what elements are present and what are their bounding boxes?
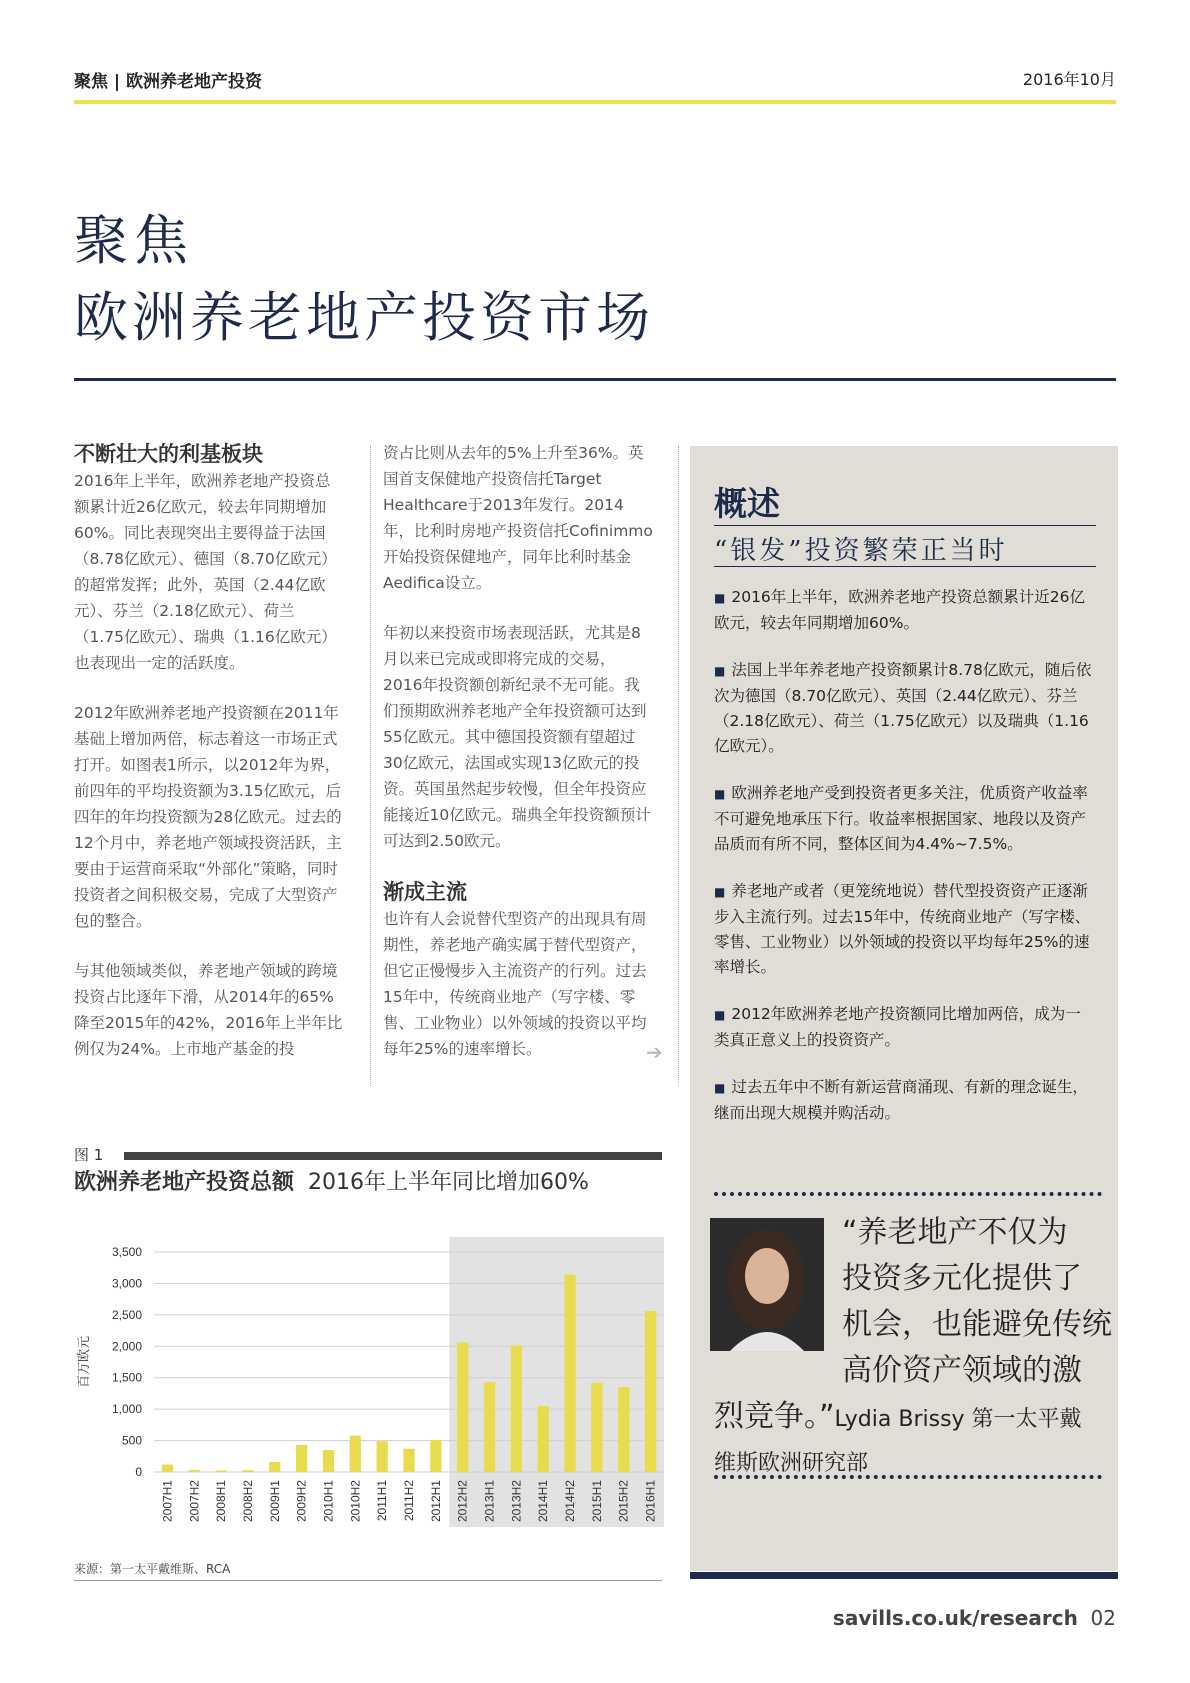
bar-2010H2 xyxy=(350,1436,361,1472)
bar-2012H1 xyxy=(430,1440,441,1472)
y-tick-label: 1,500 xyxy=(111,1370,142,1385)
sidebar-subtitle: “银发”投资繁荣正当时 xyxy=(714,536,1008,566)
column-divider xyxy=(370,446,371,1086)
body-column-2 xyxy=(383,440,653,1086)
chart-highlight-region xyxy=(449,1237,664,1527)
bar-2008H1 xyxy=(215,1470,226,1472)
x-tick-label: 2010H1 xyxy=(321,1480,336,1523)
x-tick-label: 2010H2 xyxy=(348,1480,363,1523)
x-tick-label: 2011H2 xyxy=(402,1480,416,1522)
x-tick-label: 2015H2 xyxy=(616,1480,631,1523)
paragraph: 资占比则从去年的5%上升至36%。英国首支保健地产投资信托Target Healthcare于2013年发行。2014年，比利时房地产投资信托Cofinimmo开始投资保健地产，同年比利时基金Aedifica设立。 xyxy=(383,444,653,592)
footer-url[interactable]: savills.co.uk/research xyxy=(832,1606,1078,1630)
square-bullet-icon: ■ xyxy=(714,1081,726,1095)
footer xyxy=(833,1606,1116,1630)
header-date: 2016年10月 xyxy=(1022,70,1116,89)
bar-2015H2 xyxy=(618,1387,629,1472)
y-tick-label: 2,000 xyxy=(111,1339,142,1354)
square-bullet-icon: ■ xyxy=(714,591,726,605)
x-tick-label: 2016H1 xyxy=(643,1480,658,1523)
x-tick-label: 2011H1 xyxy=(375,1480,390,1522)
bar-2016H1 xyxy=(645,1311,656,1472)
section-heading: 不断壮大的利基板块 xyxy=(74,442,263,466)
x-tick-label: 2007H1 xyxy=(160,1480,175,1523)
y-tick-label: 1,000 xyxy=(111,1402,142,1417)
x-tick-label: 2014H1 xyxy=(536,1480,551,1523)
x-tick-label: 2013H2 xyxy=(509,1480,524,1523)
bar-2007H1 xyxy=(162,1464,173,1472)
pull-quote-end: 烈竞争。”Lydia Brissy 第一太平戴 xyxy=(714,1399,1082,1434)
paragraph: 年初以来投资市场表现活跃，尤其是8月以来已完成或即将完成的交易，2016年投资额创新纪录不无可能。我们预期欧洲养老地产全年投资额可达到55亿欧元。其中德国投资额有望超过30亿欧元，法国或实现13亿欧元的投资。英国虽然起步较慢，但全年投资应能接近10亿欧元。瑞典全年投资额预计可达到2.50欧元。 xyxy=(383,624,651,850)
author-photo xyxy=(710,1218,824,1351)
section-heading: 渐成主流 xyxy=(383,880,467,904)
square-bullet-icon: ■ xyxy=(714,885,726,899)
quote-author: Lydia Brissy 第一太平戴 xyxy=(834,1407,1082,1432)
x-tick-label: 2015H1 xyxy=(589,1480,604,1523)
figure-source: 来源：第一太平戴维斯、RCA xyxy=(74,1562,231,1576)
column-divider xyxy=(678,446,679,1086)
x-tick-label: 2009H1 xyxy=(267,1480,282,1523)
y-tick-label: 2,500 xyxy=(111,1307,142,1322)
title-rule xyxy=(74,378,1116,381)
paragraph: 2012年欧洲养老地产投资额在2011年基础上增加两倍，标志着这一市场正式打开。如图表1所示，以2012年为界，前四年的平均投资额为3.15亿欧元，后四年的年均投资额为28亿欧元。过去的12个月中，养老地产领域投资活跃，主要由于运营商采取“外部化”策略，同时投资者之间积极交易，完成了大型资产包的整合。 xyxy=(74,704,342,930)
figure-label: 图 1 xyxy=(74,1146,104,1164)
list-item: ■ 养老地产或者（更笼统地说）替代型投资资产正逐渐步入主流行列。过去15年中，传统商业地产（写字楼、零售、工业物业）以外领域的投资以平均每年25%的速率增长。 xyxy=(714,882,1091,976)
x-tick-label: 2012H2 xyxy=(455,1480,470,1523)
pull-quote-lines: “养老地产不仅为 投资多元化提供了 机会，也能避免传统 高价资产领域的激 xyxy=(842,1215,1112,1388)
x-tick-label: 2007H2 xyxy=(187,1480,202,1523)
y-tick-label: 500 xyxy=(121,1433,142,1448)
source-rule xyxy=(74,1580,662,1581)
header-section-label: 聚焦 | 欧洲养老地产投资 xyxy=(74,72,263,92)
figure-title: 欧洲养老地产投资总额 2016年上半年同比增加60% xyxy=(74,1170,589,1195)
continue-arrow-icon: ➔ xyxy=(646,1040,663,1064)
bar-2015H1 xyxy=(591,1383,602,1472)
list-item: ■ 欧洲养老地产受到投资者更多关注，优质资产收益率不可避免地承压下行。收益率根据国家、地段以及资产品质而有所不同，整体区间为4.4%~7.5%。 xyxy=(714,784,1088,853)
sidebar-bottom-bar xyxy=(690,1572,1118,1579)
sidebar-bullet-list xyxy=(714,585,1094,1148)
x-tick-label: 2009H2 xyxy=(294,1480,309,1523)
square-bullet-icon: ■ xyxy=(714,787,726,801)
quote-divider-top xyxy=(714,1192,1102,1196)
header-rule xyxy=(74,100,1116,104)
square-bullet-icon: ■ xyxy=(714,1008,726,1022)
bar-2009H1 xyxy=(269,1462,280,1472)
list-item: ■ 法国上半年养老地产投资额累计8.78亿欧元，随后依次为德国（8.70亿欧元）、英国（2.44亿欧元）、芬兰（2.18亿欧元）、荷兰（1.75亿欧元）以及瑞典（1.16亿欧元）。 xyxy=(714,661,1092,755)
bar-2008H2 xyxy=(242,1470,253,1472)
sidebar-rule xyxy=(714,566,1096,567)
paragraph: 与其他领域类似，养老地产领域的跨境投资占比逐年下滑，从2014年的65%降至2015年的42%，2016年上半年比例仅为24%。上市地产基金的投 xyxy=(74,962,343,1058)
bar-2014H2 xyxy=(564,1275,575,1472)
quote-divider-bottom xyxy=(714,1475,1102,1479)
body-column-1 xyxy=(74,440,344,1086)
bar-2014H1 xyxy=(538,1406,549,1472)
x-tick-label: 2014H2 xyxy=(563,1480,578,1523)
y-tick-label: 3,500 xyxy=(111,1245,142,1259)
page-title-kicker: 聚焦 xyxy=(74,209,194,272)
list-item: ■ 2016年上半年，欧洲养老地产投资总额累计近26亿欧元，较去年同期增加60%。 xyxy=(714,588,1086,632)
bar-2013H1 xyxy=(484,1382,495,1472)
figure-title-bar xyxy=(124,1152,662,1160)
x-tick-label: 2013H1 xyxy=(482,1480,497,1523)
bar-2011H2 xyxy=(403,1449,414,1472)
y-tick-label: 3,000 xyxy=(111,1276,142,1291)
paragraph: 也许有人会说替代型资产的出现具有周期性，养老地产确实属于替代型资产，但它正慢慢步入主流资产的行列。过去15年中，传统商业地产（写字楼、零售、工业物业）以外领域的投资以平均每年25%的速率增长。 xyxy=(383,910,647,1058)
list-item: ■ 2012年欧洲养老地产投资额同比增加两倍，成为一类真正意义上的投资资产。 xyxy=(714,1005,1081,1049)
y-axis-label: 百万欧元 xyxy=(77,1335,92,1389)
bar-2011H1 xyxy=(377,1441,388,1472)
x-tick-label: 2012H1 xyxy=(428,1480,443,1523)
bar-2013H2 xyxy=(511,1346,522,1472)
square-bullet-icon: ■ xyxy=(714,664,726,678)
sidebar-rule xyxy=(714,525,1096,526)
page-title: 欧洲养老地产投资市场 xyxy=(74,286,654,349)
bar-2010H1 xyxy=(323,1450,334,1472)
investment-bar-chart xyxy=(74,1222,674,1552)
paragraph: 2016年上半年，欧洲养老地产投资总额累计近26亿欧元，较去年同期增加60%。同比表现突出主要得益于法国（8.78亿欧元）、德国（8.70亿欧元）的超常发挥；此外，英国（2.44亿欧元）、芬兰（2.18亿欧元）、荷兰（1.75亿欧元）、瑞典（1.16亿欧元）也表现出一定的活跃度。 xyxy=(74,472,337,672)
bar-2007H2 xyxy=(189,1470,200,1472)
bar-2009H2 xyxy=(296,1445,307,1472)
x-tick-label: 2008H1 xyxy=(214,1480,229,1523)
sidebar-title: 概述 xyxy=(714,484,780,523)
page-number: 02 xyxy=(1090,1606,1116,1630)
list-item: ■ 过去五年中不断有新运营商涌现、有新的理念诞生，继而出现大规模并购活动。 xyxy=(714,1078,1088,1122)
x-tick-label: 2008H2 xyxy=(240,1480,255,1523)
y-tick-label: 0 xyxy=(135,1465,142,1479)
bar-2012H2 xyxy=(457,1343,468,1472)
quote-organization: 维斯欧洲研究部 xyxy=(714,1451,869,1476)
